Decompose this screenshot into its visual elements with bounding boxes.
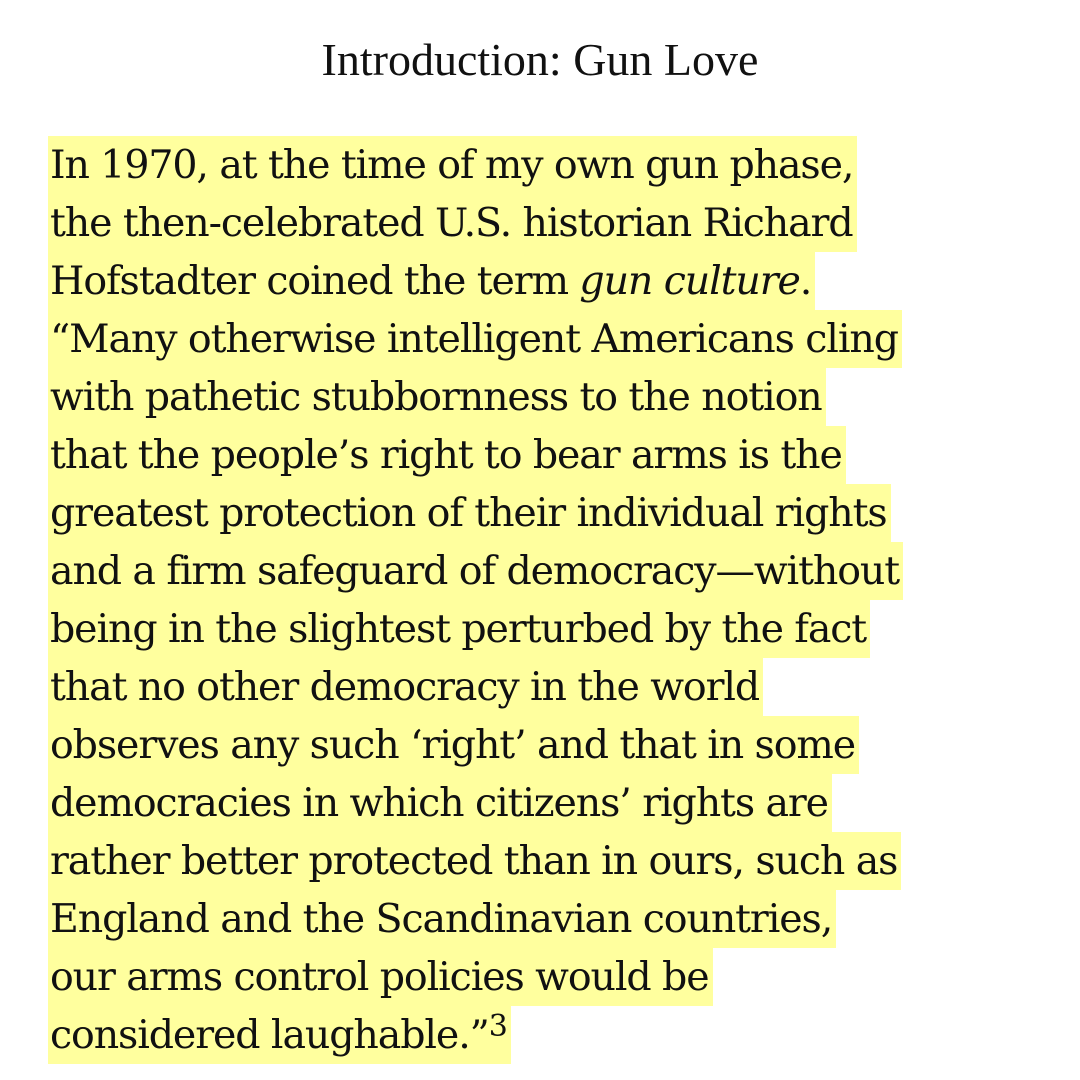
highlighted-passage[interactable] <box>50 136 1050 1064</box>
highlighted-line[interactable] <box>48 1006 511 1064</box>
highlighted-line[interactable]: greatest protection of their individual rights <box>48 484 891 542</box>
highlighted-line[interactable]: our arms control policies would be <box>48 948 713 1006</box>
text-line <box>50 600 1050 658</box>
text-line <box>50 426 1050 484</box>
footnote-reference[interactable]: 3 <box>488 1009 507 1044</box>
highlighted-line[interactable]: with pathetic stubbornness to the notion <box>48 368 826 426</box>
highlighted-line[interactable]: that the people’s right to bear arms is the <box>48 426 846 484</box>
text-line <box>50 136 1050 194</box>
highlighted-line[interactable]: rather better protected than in ours, such as <box>48 832 901 890</box>
highlighted-line[interactable]: England and the Scandinavian countries, <box>48 890 836 948</box>
text-line <box>50 890 1050 948</box>
chapter-title: Introduction: Gun Love <box>321 34 759 85</box>
highlighted-line[interactable]: that no other democracy in the world <box>48 658 763 716</box>
text-line <box>50 368 1050 426</box>
highlighted-line[interactable]: democracies in which citizens’ rights are <box>48 774 832 832</box>
highlighted-line[interactable]: and a firm safeguard of democracy—without <box>48 542 903 600</box>
text-line <box>50 542 1050 600</box>
text-line <box>50 658 1050 716</box>
text-line <box>50 948 1050 1006</box>
text-line <box>50 1006 1050 1064</box>
highlighted-line[interactable] <box>48 252 815 310</box>
line-text: Hofstadter coined the term <box>50 258 580 304</box>
text-line <box>50 484 1050 542</box>
highlighted-line[interactable]: In 1970, at the time of my own gun phase, <box>48 136 857 194</box>
highlighted-line[interactable]: observes any such ‘right’ and that in some <box>48 716 859 774</box>
highlighted-line[interactable]: “Many otherwise intelligent Americans cling <box>48 310 902 368</box>
italic-term: gun culture <box>579 258 800 304</box>
text-line <box>50 716 1050 774</box>
text-line <box>50 252 1050 310</box>
highlighted-line[interactable]: being in the slightest perturbed by the fact <box>48 600 870 658</box>
term-suffix: . <box>799 258 812 304</box>
highlighted-line[interactable]: the then-celebrated U.S. historian Richard <box>48 194 857 252</box>
text-line <box>50 774 1050 832</box>
text-line <box>50 194 1050 252</box>
text-line <box>50 310 1050 368</box>
line-text: considered laughable.” <box>50 1012 489 1058</box>
text-line <box>50 832 1050 890</box>
